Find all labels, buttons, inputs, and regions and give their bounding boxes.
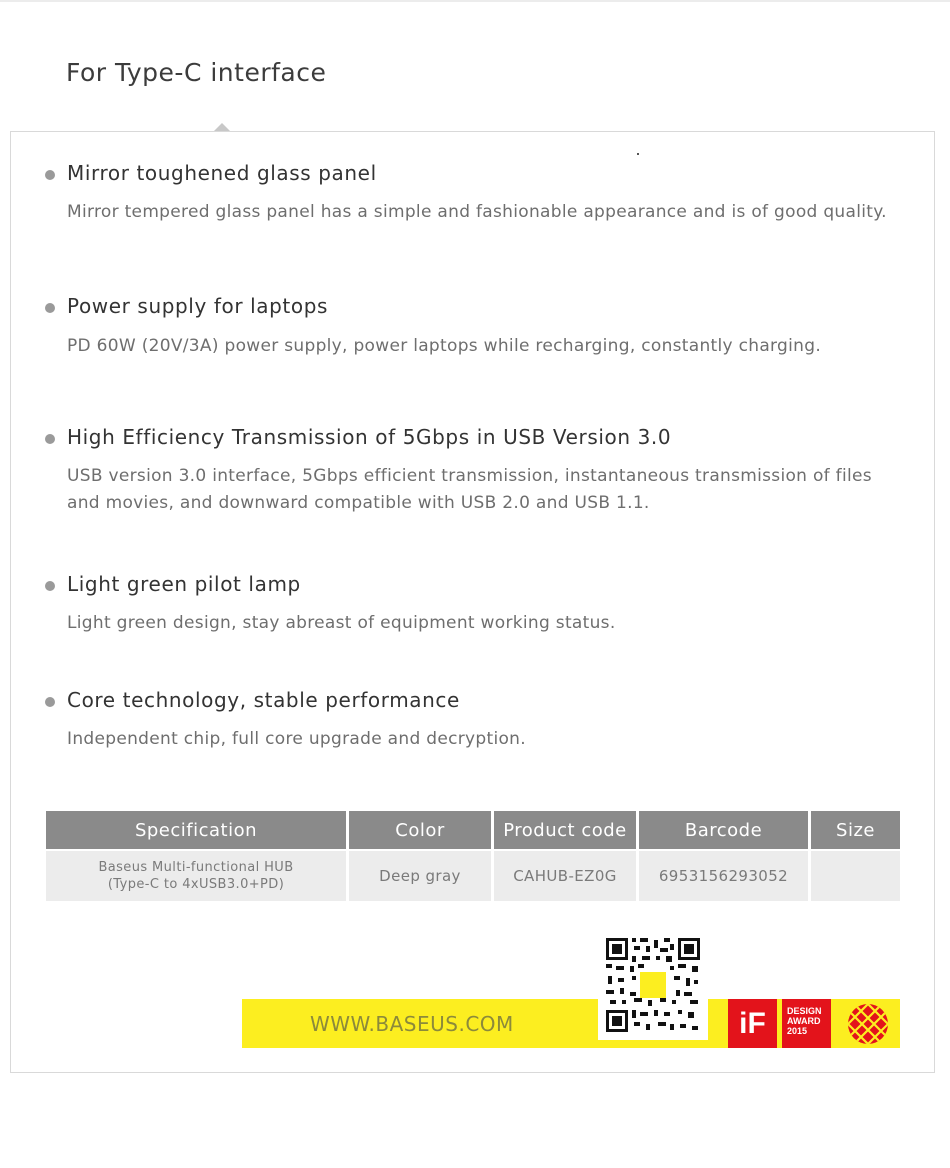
barcode-cell: 6953156293052: [639, 849, 811, 901]
spec-table: [46, 811, 900, 901]
spec-line: (Type-C to 4xUSB3.0+PD): [107, 877, 285, 892]
feature-title: Light green pilot lamp: [67, 572, 301, 596]
spec-cell: [46, 849, 349, 901]
stray-dot: [637, 153, 639, 155]
if-award-logo: iF: [728, 999, 777, 1048]
panel-pointer-icon: [214, 123, 230, 131]
column-header: Barcode: [639, 811, 811, 849]
column-header: Product code: [494, 811, 639, 849]
bullet-icon: [45, 581, 55, 591]
table-row: [46, 849, 900, 901]
section-title: For Type-C interface: [66, 58, 327, 87]
table-header-row: [46, 811, 900, 849]
award-line: DESIGN: [787, 1006, 822, 1016]
size-cell: [811, 849, 900, 901]
bullet-icon: [45, 303, 55, 313]
feature-title: Core technology, stable performance: [67, 688, 460, 712]
spec-line: Baseus Multi-functional HUB: [98, 860, 294, 875]
award-line: AWARD: [787, 1016, 821, 1026]
bullet-icon: [45, 697, 55, 707]
qr-code-icon: [604, 936, 702, 1034]
bullet-icon: [45, 170, 55, 180]
feature-description: Mirror tempered glass panel has a simple and fashionable appearance and is of good quality.: [67, 202, 887, 222]
feature-description: PD 60W (20V/3A) power supply, power laptops while recharging, constantly charging.: [67, 336, 822, 356]
column-header: Specification: [46, 811, 349, 849]
color-cell: Deep gray: [349, 849, 494, 901]
award-line: 2015: [787, 1026, 808, 1036]
feature-description: Light green design, stay abreast of equipment working status.: [67, 613, 616, 633]
top-divider: [0, 0, 950, 2]
feature-title: Mirror toughened glass panel: [67, 161, 377, 185]
feature-description: Independent chip, full core upgrade and decryption.: [67, 729, 526, 749]
features-panel: [10, 131, 935, 1073]
feature-description: USB version 3.0 interface, 5Gbps efficient transmission, instantaneous transmission of files and movies, and downward compatible with USB 2.0 and USB 1.1.: [67, 466, 872, 513]
reddot-award-label: [782, 999, 831, 1048]
qr-code: [598, 930, 708, 1040]
reddot-logo-icon: [845, 1001, 891, 1047]
feature-title: Power supply for laptops: [67, 294, 329, 318]
feature-title: High Efficiency Transmission of 5Gbps in USB Version 3.0: [67, 425, 672, 449]
column-header: Color: [349, 811, 494, 849]
product-code-cell: CAHUB-EZ0G: [494, 849, 639, 901]
website-url: WWW.BASEUS.COM: [310, 1012, 514, 1036]
column-header: Size: [811, 811, 900, 849]
bullet-icon: [45, 434, 55, 444]
